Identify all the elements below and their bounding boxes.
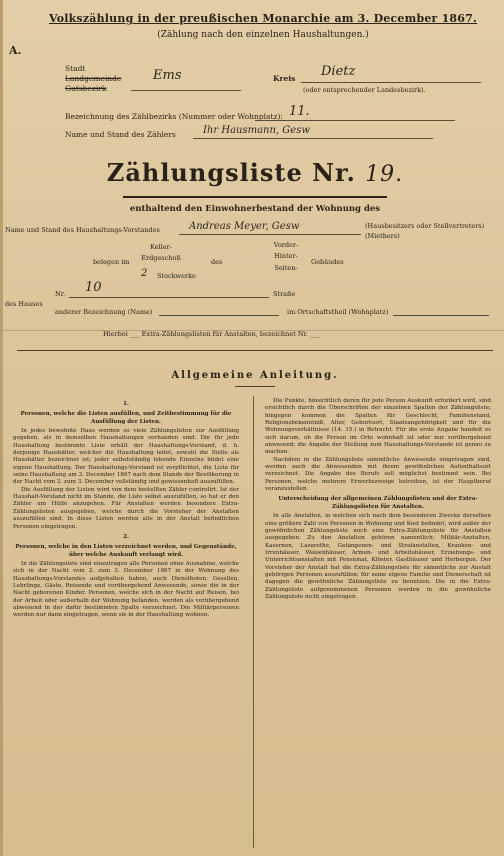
form-subtitle: (Zählung nach den einzelnen Haushaltungen.) (157, 30, 369, 40)
separator-top (17, 350, 493, 351)
floor-erdgeschoss: Erdgeschoß (141, 254, 181, 263)
enumerator-line (193, 138, 433, 139)
house-nr-label: Nr. (55, 290, 66, 298)
strasse-label: Straße (273, 290, 296, 298)
floor-stockwerke: Stockwerke (157, 272, 196, 280)
landgemeinde-label: Landgemeinde (65, 74, 122, 83)
list-title (63, 158, 447, 202)
section-2-paragraph-1: In die Zählungsliste sind einzutragen alle Personen ohne Ausnahme, welche sich in der Nacht vom 2. zum 3. December 1867 in der Wohnung des Haushaltungs-Vorstandes aufgehalten haben, auch Dienstboten, Gesellen, Lehrlinge, Gäste, Reisende und vorübergehend Anwesende, sowie die in der Nacht geborenen Kinder. Personen, welche sich in der Nacht auf Reisen, bei der Arbeit oder außerhalb der Wohnung befanden, werden als vorübergehend abwesend in der dafür bestimmten Spalte verzeichnet. Die Militärpersonen werden nur dann eingetragen, wenn sie in der Haushaltung wohnen. (13, 560, 239, 619)
house-label: des Hauses (5, 300, 43, 308)
column-divider (253, 396, 254, 848)
kreis-label: Kreis (273, 74, 296, 83)
right-paragraph-2: Nachdem in die Zählungsliste sämmtliche Anwesende eingetragen sind, werden auch die Abwesenden mit ihrem gewöhnlichen Aufenthaltsort verzeichnet. Die Angabe des Berufs soll möglichst bestimmt sein. Bei Personen, welche mehrere Erwerbszweige betreiben, ist der Hauptberuf voranzustellen. (265, 456, 491, 493)
floor-keller: Keller- (150, 243, 172, 251)
enumerator-label: Name und Stand des Zählers (65, 130, 176, 139)
householder-value: Andreas Meyer, Gesw (189, 221, 300, 232)
other-name-label: anderer Bezeichnung (Name) (55, 308, 153, 316)
district-value: 11. (289, 104, 310, 119)
instructions-left-column (13, 398, 239, 850)
gutsbezirk-label: Gutsbezirk (65, 84, 107, 93)
building-options (263, 242, 309, 272)
building-vorder: Vorder- (273, 241, 299, 249)
stockwerk-value: 2 (141, 268, 148, 279)
ortschaft-line (393, 315, 489, 316)
other-name-line (159, 315, 279, 316)
district-line (255, 120, 455, 121)
form-letter: A. (9, 44, 22, 57)
anleitung-title: Allgemeine Anleitung. (171, 370, 339, 381)
belegen-label: belegen im (93, 258, 130, 266)
hierbei-line: Hierbei ___ Extra-Zählungslisten für Anstalten, bezeichnet Nr. ___ (103, 330, 320, 338)
enumerator-value: Ihr Hausmann, Gesw (203, 125, 310, 136)
house-nr-line (69, 297, 269, 298)
ortschaft-label: im Ortschaftstheil (Wohnplatz) (287, 308, 389, 316)
house-nr-value: 10 (85, 280, 102, 295)
anleitung-rule (235, 386, 275, 387)
householder-line (179, 234, 361, 235)
list-number: 19. (365, 162, 404, 187)
stadt-value: Ems (153, 68, 182, 83)
householder-note-1: (Hausbesitzers oder Stellvertreters) (365, 222, 485, 230)
right-paragraph-1: Die Punkte, hinsichtlich deren für jede Person Auskunft erfordert wird, sind ersichtlich durch die Überschriften der einzelnen Spalten der Zählungsliste; hingegen kommen die Spalten für Geschlecht, Familienstand, Religionsbekenntniß, Alter, Geburtsort, Staatsangehörigkeit und für die Wohnungsverhältnisse (14. 15.) in Betracht. Für die erste Angabe handelt es sich darum, ob die Person im Orte wohnhaft ist oder nur vorübergehend anwesend; die Angabe der Stellung zum Haushaltungs-Vorstande ist genau zu machen. (265, 398, 491, 456)
section-2-number: 2. (123, 533, 129, 540)
right-paragraph-3: In alle Anstalten, in welchen sich nach dem besonderen Zwecke derselben eine größere Zahl von Personen in Wohnung und Kost befindet, wird außer der gewöhnlichen Zählungsliste noch eine Extra-Zählungsliste für Anstalten ausgegeben. Zu den Anstalten gehören namentlich: Militär-Anstalten, Kasernen, Lazarethe, Gefangenen- und Strafanstalten, Kranken- und Irrenhäuser, Waisenhäuser, Armen- und Arbeitshäuser, Erziehungs- und Unterrichtsanstalten mit Pensionat, Klöster, Gasthäuser und Herbergen. Der Vorsteher der Anstalt hat die Extra-Zählungsliste für sämmtliche zur Anstalt gehörigen Personen auszufüllen; für seine eigene Familie und Dienerschaft ist dagegen die gewöhnliche Zählungsliste zu benutzen. Die in die Extra-Zählungsliste aufgenommenen Personen werden in die gewöhnliche Zählungsliste nicht eingetragen. (265, 513, 491, 600)
kreis-note: (oder entsprechender Landesbezirk). (303, 86, 426, 94)
enthaltend-heading: enthaltend den Einwohnerbestand der Wohnung des (129, 204, 381, 214)
section-3-title: Unterscheidung der allgemeinen Zählungslisten und der Extra-Zählungslisten für Anstalten. (278, 496, 478, 510)
kreis-value: Dietz (321, 64, 356, 79)
form-title: Volkszählung in der preußischen Monarchie am 3. December 1867. (48, 12, 478, 25)
stadt-line (131, 90, 241, 91)
stadt-label: Stadt (65, 64, 86, 73)
building-seiten: Seiten- (274, 263, 298, 272)
section-1-title: Personen, welche die Listen ausfüllen, und Zeitbestimmung für die Ausfüllung der Listen. (20, 411, 232, 425)
gebaeudes-label: Gebäudes (311, 258, 344, 266)
title-underline (123, 196, 387, 198)
section-1-paragraph-2: Die Ausfüllung der Listen wird von dem bestellten Zähler controlirt. Ist der Haushalt-Vorstand nicht im Stande, die Liste selbst auszufüllen, so hat er den Zähler um Hülfe anzugehen. Für Anstalten werden besondere Extra-Zählungslisten ausgegeben, welche durch die Vorsteher der Anstalten auszufüllen sind. In diese Listen werden alle in der Anstalt befindlichen Personen eingetragen. (13, 486, 239, 530)
section-1-paragraph-1: In jedes bewohnte Haus werden so viele Zählungslisten zur Ausfüllung gegeben, als in demselben Haushaltungen vorhanden sind. Die für jede Haushaltung bestimmte Liste erhält der Haushaltungs-Vorstand, d. h. derjenige Haushälter, welcher die Haushaltung leitet, sowohl die Stelle als Haushälter bezeichnet ist; jeder selbstständig lebende Einzelne bildet eine eigene Haushaltung. Der Haushaltungs-Vorstand ist verpflichtet, die Liste für seine Haushaltung am 3. December 1867 nach dem Stande der Bevölkerung in der Nacht vom 2. zum 3. December vollständig und gewissenhaft auszufüllen. (13, 428, 239, 486)
kreis-line (301, 82, 481, 83)
instructions-right-column (265, 398, 491, 850)
des-label: des (211, 258, 223, 266)
section-2-title: Personen, welche in den Listen verzeichnet werden, und Gegenstände, über welche Auskunft verlangt wird. (15, 544, 237, 558)
householder-note-2: (Miethers) (365, 232, 400, 240)
householder-label: Name und Stand des Haushaltungs-Vorstandes (5, 226, 160, 234)
section-1-number: 1. (123, 401, 129, 407)
list-title-prefix: Zählungsliste Nr. (106, 158, 356, 187)
district-label: Bezeichnung des Zählbezirks (Nummer oder Wohnplatz): (65, 112, 283, 121)
building-hinter: Hinter- (274, 252, 298, 261)
floor-options (131, 244, 191, 263)
